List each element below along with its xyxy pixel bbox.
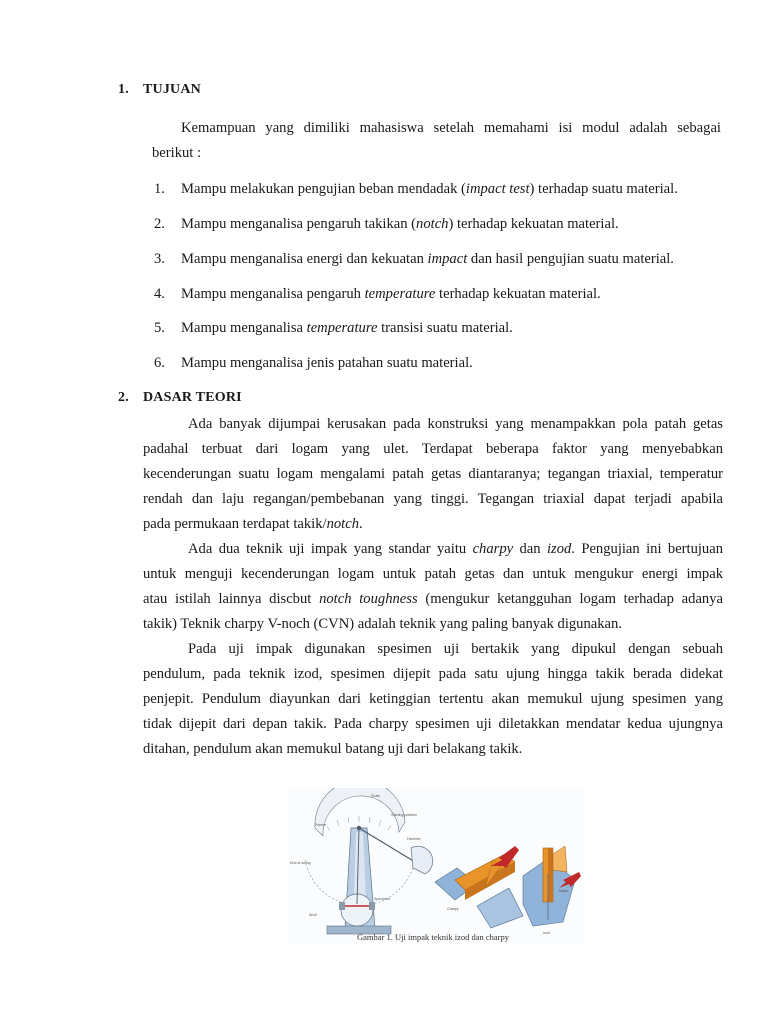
label-anvil: Anvil xyxy=(309,913,317,917)
text-line: takik) Teknik charpy V-noch (CVN) adalah teknik yang paling banyak digunakan. xyxy=(143,616,622,632)
text-line: Pada uji impak digunakan spesimen uji bertakik yang dipukul dengan sebuah xyxy=(188,641,723,657)
list-item: Mampu menganalisa pengaruh takikan (notch) terhadap kekuatan material. xyxy=(181,216,619,232)
text-line: kecenderungan suatu logam mengalami patah getas diantaranya; tegangan triaxial, temperatur xyxy=(143,466,723,482)
pendulum-machine xyxy=(305,788,433,934)
label-izod: Izod xyxy=(543,931,550,935)
text-line: penjepit. Pendulum diayunkan dari ketinggian tertentu akan memukul ujung spesimen yang xyxy=(143,691,723,707)
text-line: Ada dua teknik uji impak yang standar yaitu charpy dan izod. Pengujian ini bertujuan xyxy=(188,541,724,557)
section2-number: 2. xyxy=(118,390,129,405)
list-item-number: 1. xyxy=(154,181,165,197)
list-item: Mampu menganalisa pengaruh temperature terhadap kekuatan material. xyxy=(181,286,601,302)
list-item-number: 5. xyxy=(154,320,165,336)
text-line: Ada banyak dijumpai kerusakan pada konstruksi yang menampakkan pola patah getas xyxy=(188,416,723,432)
text-line: tidak dijepit dari depan takik. Pada charpy spesimen uji diletakkan mendatar kedua ujungnya xyxy=(143,716,723,732)
section1-number: 1. xyxy=(118,82,129,97)
label-specimen: Specimen xyxy=(374,897,390,901)
text-line: pendulum, pada teknik izod, spesimen dijepit pada satu ujung hingga takik berada didekat xyxy=(143,666,723,682)
label-starting-position: Starting position xyxy=(391,813,417,817)
label-end-of-swing: End of swing xyxy=(290,861,311,865)
impact-test-illustration xyxy=(287,788,585,944)
label-charpy: Charpy xyxy=(447,907,459,911)
list-item: Mampu menganalisa jenis patahan suatu material. xyxy=(181,355,473,371)
impact-test-figure xyxy=(287,788,585,944)
label-scale: Scale xyxy=(371,794,380,798)
intro-line-1: Kemampuan yang dimiliki mahasiswa setelah memahami isi modul adalah sebagai xyxy=(181,120,721,136)
text-line: pada permukaan terdapat takik/notch. xyxy=(143,516,363,532)
list-item-number: 3. xyxy=(154,251,165,267)
list-item-number: 6. xyxy=(154,355,165,371)
text-line: padahal terbuat dari logam yang ulet. Terdapat beberapa faktor yang menyebabkan xyxy=(143,441,723,457)
list-item: Mampu melakukan pengujian beban mendadak (impact test) terhadap suatu material. xyxy=(181,181,678,197)
section2-title: DASAR TEORI xyxy=(143,390,242,405)
label-hammer: Hammer xyxy=(407,837,421,841)
text-line: atau istilah lainnya discbut notch toughness (mengukur ketangguhan logam terhadap adanya xyxy=(143,591,723,607)
text-line: untuk menguji kecenderungan logam untuk patah getas dan untuk mengukur energi impak xyxy=(143,566,723,582)
list-item-number: 2. xyxy=(154,216,165,232)
section1-title: TUJUAN xyxy=(143,82,201,97)
list-item-number: 4. xyxy=(154,286,165,302)
list-item: Mampu menganalisa energi dan kekuatan impact dan hasil pengujian suatu material. xyxy=(181,251,674,267)
label-pointer: Pointer xyxy=(315,823,327,827)
label-notch: Notch xyxy=(559,889,569,893)
text-line: rendah dan laju regangan/pembebanan yang tinggi. Tegangan triaxial dapat terjadi apabila xyxy=(143,491,723,507)
figure-caption: Gambar 1. Uji impak teknik izod dan charpy xyxy=(357,932,510,942)
charpy-specimen xyxy=(435,846,523,928)
list-item: Mampu menganalisa temperature transisi suatu material. xyxy=(181,320,513,336)
intro-line-2: berikut : xyxy=(152,145,202,161)
izod-specimen xyxy=(523,846,581,935)
text-line: ditahan, pendulum akan memukul batang uji dari belakang takik. xyxy=(143,741,523,757)
